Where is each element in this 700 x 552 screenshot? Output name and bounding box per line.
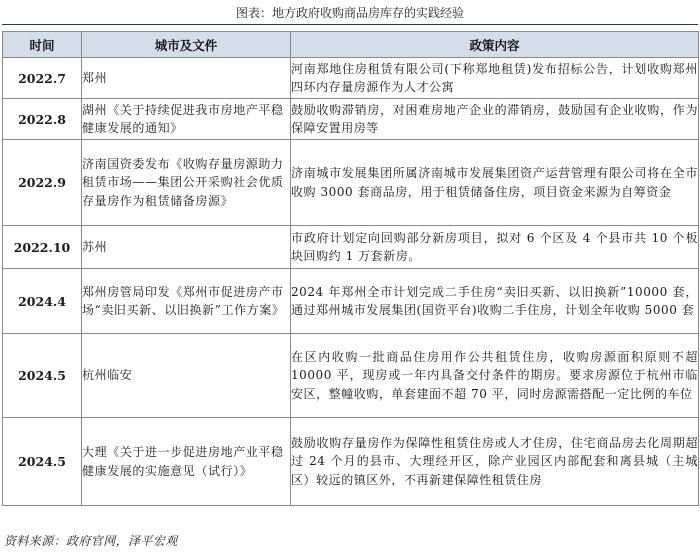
row-time: 2022.8 <box>3 99 82 140</box>
row-policy: 市政府计划定向回购部分新房项目，拟对 6 个区及 4 个县市共 10 个板块回购约 1 万套新房。 <box>291 226 699 269</box>
row-policy: 鼓励收购滞销房，对困难房地产企业的滞销房，鼓励国有企业收购，作为保障安置用房等 <box>291 99 699 140</box>
title-divider <box>2 24 698 25</box>
row-city: 湖州《关于持续促进我市房地产平稳健康发展的通知》 <box>82 99 291 140</box>
row-city: 郑州 <box>82 58 291 99</box>
table-header-row <box>3 32 699 58</box>
header-policy: 政策内容 <box>291 32 699 58</box>
header-time: 时间 <box>3 32 82 58</box>
row-policy: 2024 年郑州全市计划完成二手住房“卖旧买新、以旧换新”10000 套，通过郑州城市发展集团(国资平台)收购二手住房，计划全年收购 5000 套 <box>291 269 699 334</box>
row-time: 2022.7 <box>3 58 82 99</box>
row-city: 济南国资委发布《收购存量房源助力租赁市场——集团公开采购社会优质存量房作为租赁储备房源》 <box>82 140 291 226</box>
row-time: 2022.9 <box>3 140 82 226</box>
figure-title: 图表：地方政府收购商品房库存的实践经验 <box>235 6 464 20</box>
row-city: 苏州 <box>82 226 291 269</box>
row-time: 2024.5 <box>3 418 82 506</box>
row-policy: 河南郑地住房租赁有限公司(下称郑地租赁)发布招标公告，计划收购郑州四环内存量房源作为人才公寓 <box>291 58 699 99</box>
row-city: 郑州房管局印发《郑州市促进房产市场“卖旧买新、以旧换新”工作方案》 <box>82 269 291 334</box>
table-row <box>3 99 699 140</box>
header-city: 城市及文件 <box>82 32 291 58</box>
table-row <box>3 58 699 99</box>
table-row <box>3 140 699 226</box>
row-policy: 济南城市发展集团所属济南城市发展集团资产运营管理有限公司将在全市收购 3000 套商品房，用于租赁储备住房，项目资金来源为自筹资金 <box>291 140 699 226</box>
row-policy: 在区内收购一批商品住房用作公共租赁住房，收购房源面积原则不超 10000 平，现房或一年内具备交付条件的期房。要求房源位于杭州市临安区，整幢收购，单套建面不超 70 平，同时房源需搭配一定比例的车位 <box>291 334 699 418</box>
row-time: 2024.5 <box>3 334 82 418</box>
table-row <box>3 334 699 418</box>
table-row <box>3 226 699 269</box>
row-policy: 鼓励收购存量房作为保障性租赁住房或人才住房，住宅商品房去化周期超过 24 个月的县市、大理经开区，除产业园区内部配套和离县城（主城区）较远的镇区外，不再新建保障性租赁住房 <box>291 418 699 506</box>
row-time: 2022.10 <box>3 226 82 269</box>
row-city: 大理《关于进一步促进房地产业平稳健康发展的实施意见（试行）》 <box>82 418 291 506</box>
policy-table <box>2 31 699 506</box>
table-row <box>3 269 699 334</box>
row-time: 2024.4 <box>3 269 82 334</box>
row-city: 杭州临安 <box>82 334 291 418</box>
table-row <box>3 418 699 506</box>
source-note: 资料来源：政府官网，泽平宏观 <box>4 534 178 548</box>
